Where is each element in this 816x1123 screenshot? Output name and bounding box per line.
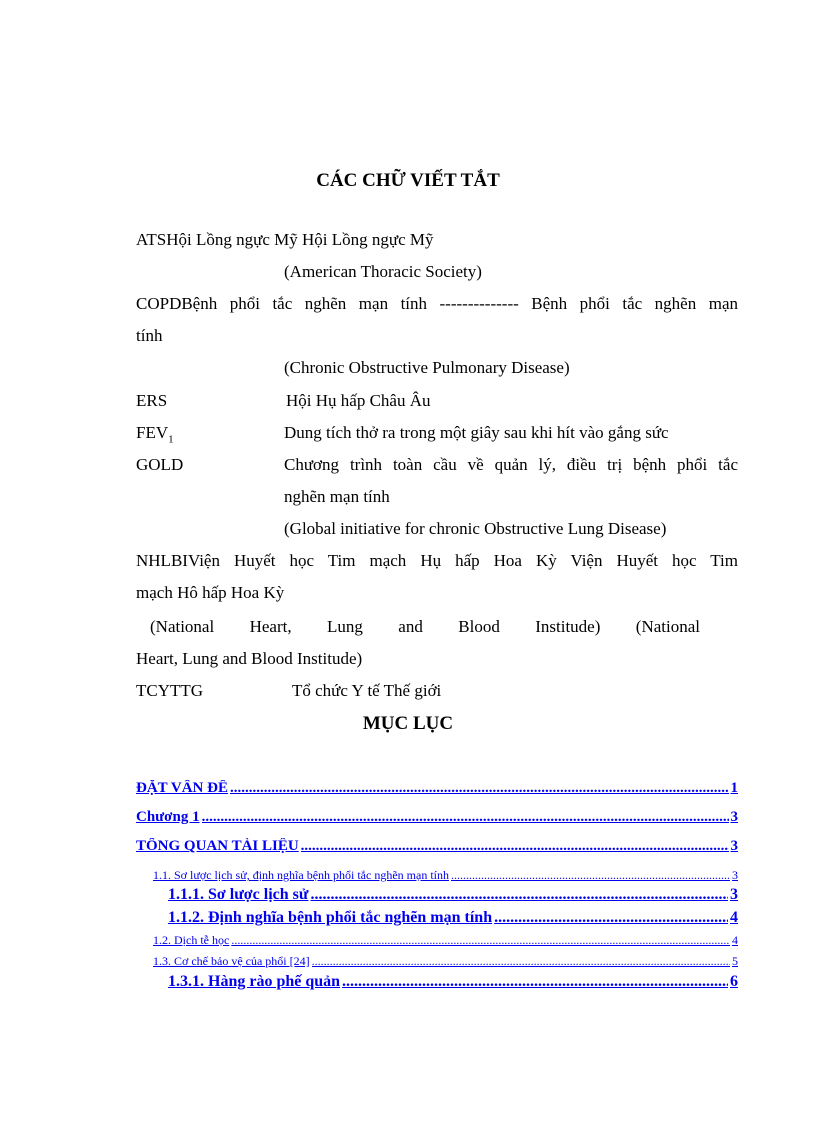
toc-entry-1-3-1[interactable]: 1.3.1. Hàng rào phế quản ..... 6 bbox=[168, 973, 738, 991]
toc-entry-dat-van-de[interactable]: ĐẶT VẤN ĐỀ ..... 1 bbox=[136, 780, 738, 797]
ers-abbr: ERS bbox=[136, 391, 168, 410]
tcyttg-definition: Tổ chức Y tế Thế giới bbox=[292, 681, 442, 700]
copd-english: (Chronic Obstructive Pulmonary Disease) bbox=[284, 358, 570, 377]
copd-continued: tính bbox=[136, 326, 163, 345]
tcyttg-abbr: TCYTTG bbox=[136, 681, 204, 700]
nhlbi-english: (National Heart, Lung and Blood Institude) (National bbox=[150, 617, 700, 636]
ers-definition: Hội Hụ hấp Châu Âu bbox=[286, 391, 431, 410]
toc-entry-1-3[interactable]: 1.3. Cơ chế bảo vệ của phổi [24] ..... 5 bbox=[153, 954, 738, 969]
fev-abbr: $FEV_1$ bbox=[136, 423, 174, 446]
gold-english: (Global initiative for chronic Obstructive Lung Disease) bbox=[284, 519, 667, 538]
gold-abbr: GOLD bbox=[136, 455, 184, 474]
toc-entry-chuong-1[interactable]: Chương 1 ..... 3 bbox=[136, 809, 738, 826]
nhlbi-line: NHLBIViện Huyết học Tim mạch Hụ hấp Hoa Kỳ Viện Huyết học Tim bbox=[136, 551, 738, 570]
gold-continued: nghẽn mạn tính bbox=[284, 487, 390, 506]
toc-entry-1-1-2[interactable]: 1.1.2. Định nghĩa bệnh phổi tắc nghẽn mạn tính ..... 4 bbox=[168, 909, 738, 927]
toc-entry-1-2[interactable]: 1.2. Dịch tễ học ..... 4 bbox=[153, 933, 738, 948]
abbreviations-title: CÁC CHỮ VIẾT TẮT bbox=[316, 170, 500, 191]
nhlbi-english-continued: Heart, Lung and Blood Institude) bbox=[136, 649, 363, 668]
toc-entry-1-1[interactable]: 1.1. Sơ lược lịch sử, định nghĩa bệnh phổi tắc nghẽn mạn tính ..... 3 bbox=[153, 868, 738, 883]
toc-entry-1-1-1[interactable]: 1.1.1. Sơ lược lịch sử ..... 3 bbox=[168, 886, 738, 904]
copd-line: COPDBệnh phổi tắc nghẽn mạn tính -------------- Bệnh phổi tắc nghẽn mạn bbox=[136, 294, 738, 313]
nhlbi-continued: mạch Hô hấp Hoa Kỳ bbox=[136, 583, 285, 602]
ats-line: ATSHội Lồng ngực Mỹ Hội Lồng ngực Mỹ bbox=[136, 230, 434, 249]
toc-title: MỤC LỤC bbox=[362, 713, 454, 734]
ats-english: (American Thoracic Society) bbox=[284, 262, 482, 281]
toc-entry-tong-quan[interactable]: TỔNG QUAN TÀI LIỆU ..... 3 bbox=[136, 838, 738, 855]
gold-definition: Chương trình toàn cầu về quản lý, điều trị bệnh phổi tắc bbox=[284, 455, 738, 474]
fev-definition: Dung tích thở ra trong một giây sau khi hít vào gắng sức bbox=[284, 423, 669, 442]
